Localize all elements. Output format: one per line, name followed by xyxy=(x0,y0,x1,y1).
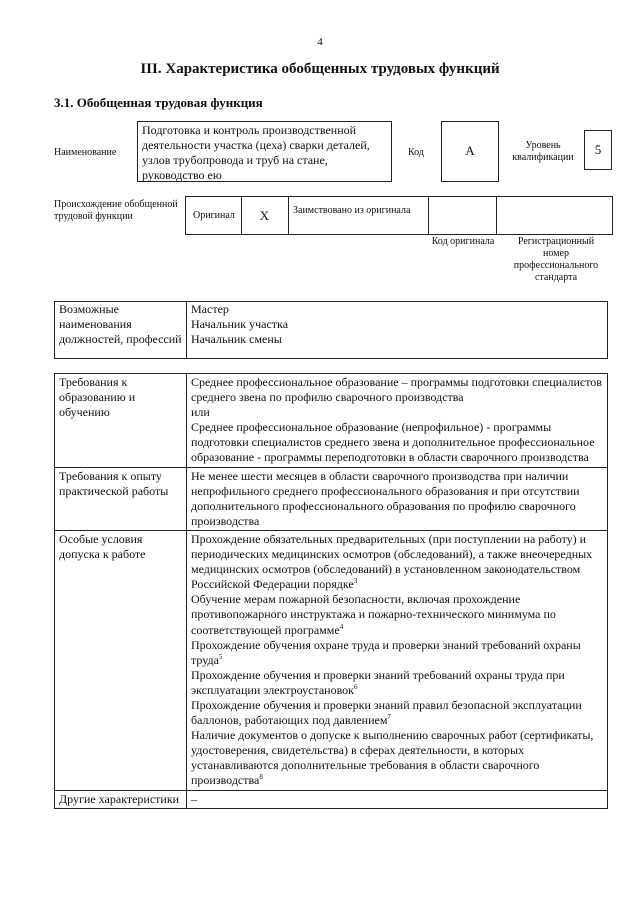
positions-table xyxy=(54,301,608,359)
requirement-value xyxy=(187,530,608,790)
subsection-title: 3.1. Обобщенная трудовая функция xyxy=(54,95,263,110)
gtf-name-value: Подготовка и контроль производственной деятельности участка (цеха) сварки деталей, узлов трубопровода и труб на стане, руководство ею xyxy=(142,123,370,182)
code-label: Код xyxy=(408,147,424,158)
requirement-paragraph: Обучение мерам пожарной безопасности, включая прохождение противопожарного инструктажа и пожарно-технического минимума по соответствующей программе$^4$ xyxy=(191,592,556,637)
origin-label: Происхождение обобщенной трудовой функции xyxy=(54,199,178,222)
code-box xyxy=(441,121,499,182)
original-mark: X xyxy=(259,208,270,223)
table-row xyxy=(55,790,608,808)
name-label: Наименование xyxy=(54,147,117,158)
gtf-name-box xyxy=(137,121,392,182)
table-row xyxy=(55,374,608,468)
requirement-label: Требования к опыту практической работы xyxy=(55,467,187,530)
reg-number-caption: Регистрационный номер профессионального стандарта xyxy=(513,236,599,283)
requirement-label: Требования к образованию и обучению xyxy=(55,374,187,468)
requirement-value xyxy=(187,467,608,530)
positions-values xyxy=(191,302,288,347)
footnote-ref: 5 xyxy=(218,652,223,661)
requirement-label: Другие характеристики xyxy=(55,790,187,808)
footnote-ref: 4 xyxy=(339,622,344,631)
requirement-paragraph: Среднее профессиональное образование (непрофильное) - программы подготовки специалистов среднего звена и дополнительное профессиональное образование - программы переподготовки в области сварочного производства xyxy=(191,420,595,465)
section-title: III. Характеристика обобщенных трудовых функций xyxy=(140,61,500,77)
requirement-value xyxy=(187,374,608,468)
requirement-value xyxy=(187,790,608,808)
requirement-paragraph: Прохождение обучения и проверки знаний требований охраны труда при эксплуатации электроустановок$^6$ xyxy=(191,667,565,697)
level-box xyxy=(584,130,612,170)
footnote-ref: 7 xyxy=(387,713,391,722)
footnote-ref: 3 xyxy=(353,577,358,586)
requirement-paragraph: Наличие документов о допуске к выполнению сварочных работ (сертификаты, удостоверения, свидетельства) в сферах деятельности, в которых устанавливаются дополнительные требования в области сварочного производства$^8$ xyxy=(191,728,594,788)
requirement-paragraph: – xyxy=(191,791,197,806)
position-item: Начальник смены xyxy=(191,332,282,346)
requirement-paragraph: Среднее профессиональное образование – программы подготовки специалистов среднего звена по профилю сварочного производства xyxy=(191,375,602,405)
requirement-paragraph: Прохождение обучения и проверки знаний правил безопасной эксплуатации баллонов, работающих под давлением$^7$ xyxy=(191,697,582,728)
level-value: 5 xyxy=(594,142,602,157)
requirement-label: Особые условия допуска к работе xyxy=(55,530,187,790)
footnote-ref: 8 xyxy=(259,773,263,782)
code-value: A xyxy=(465,143,475,158)
requirement-paragraph: или xyxy=(191,405,210,420)
level-label: Уровень квалификации xyxy=(512,140,574,163)
requirement-paragraph: Не менее шести месяцев в области сварочного производства при наличии непрофильного среднего профессионального образования и при отсутствии дополнительного профессионального образования по профилю сварочного производства xyxy=(191,468,580,528)
position-item: Мастер xyxy=(191,302,229,316)
origin-table xyxy=(185,196,613,235)
page-number: 4 xyxy=(317,36,323,48)
positions-label: Возможные наименования должностей, профессий xyxy=(55,302,187,358)
table-row xyxy=(55,530,608,790)
table-row xyxy=(55,467,608,530)
code-original-caption: Код оригинала xyxy=(431,236,495,247)
borrowed-label: Заимствовано из оригинала xyxy=(293,205,411,216)
requirements-table xyxy=(54,373,608,809)
original-label: Оригинал xyxy=(193,210,235,221)
footnote-ref: 6 xyxy=(354,682,358,691)
requirement-paragraph: Прохождение обучения охране труда и проверки знаний требований охраны труда$^5$ xyxy=(191,637,581,667)
position-item: Начальник участка xyxy=(191,317,289,331)
requirement-paragraph: Прохождение обязательных предварительных (при поступлении на работу) и периодических медицинских осмотров (обследований), а также внеочередных медицинских осмотров (обследований) в установленном законодательством Российской Федерации порядке$^3$ xyxy=(191,531,593,592)
